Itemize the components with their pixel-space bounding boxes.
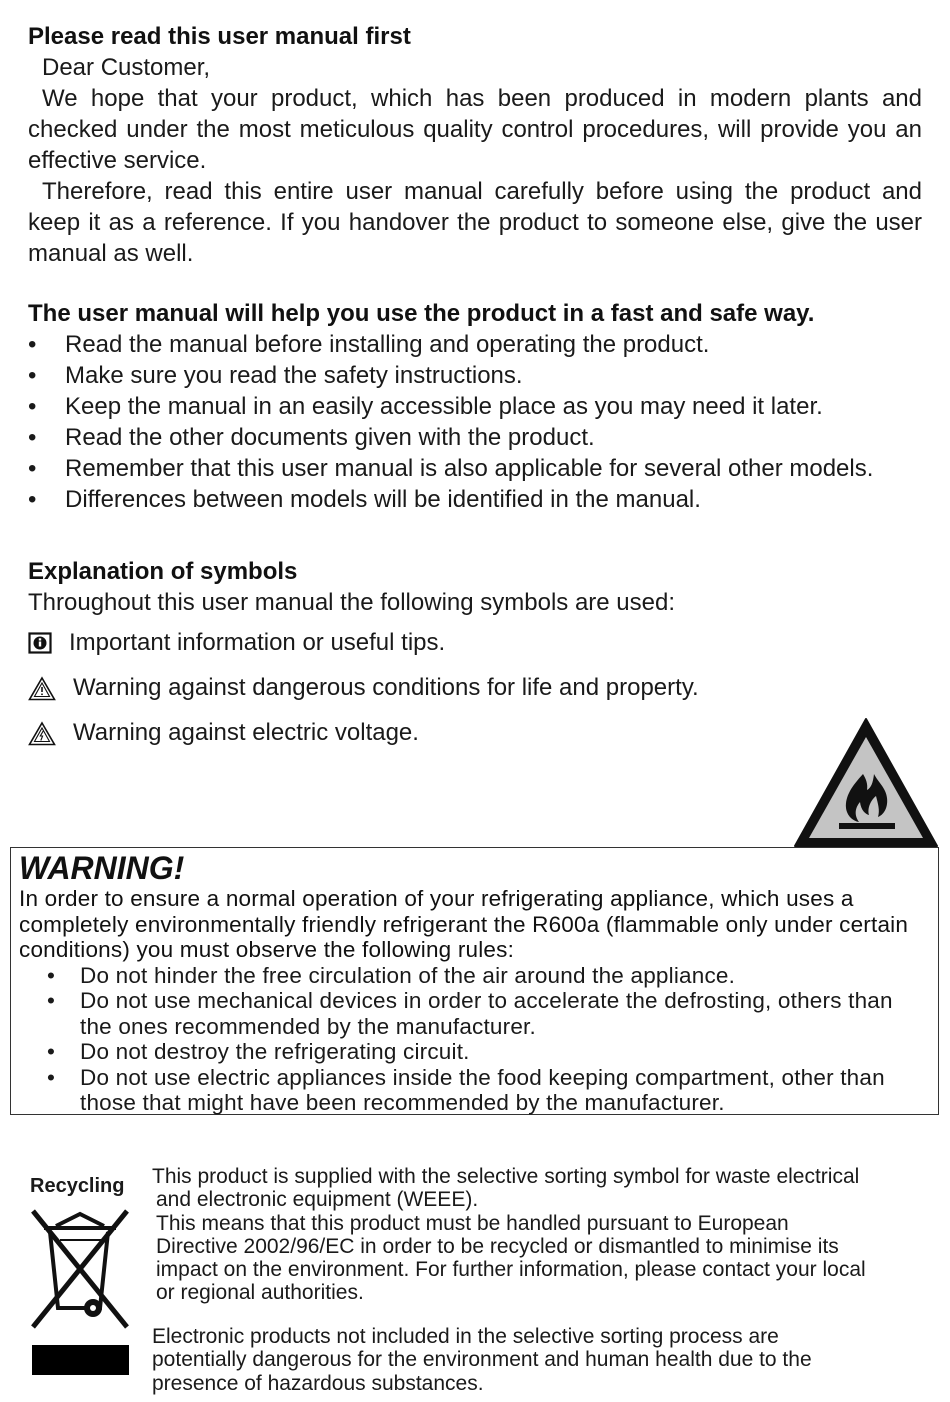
list-item: • Keep the manual in an easily accessible place as you may need it later.: [28, 391, 922, 422]
recycling-line: potentially dangerous for the environment and human health due to the: [152, 1348, 812, 1372]
list-item: • Do not use electric appliances inside the food keeping compartment, other than those that might have been recommended by the manufacturer.: [19, 1065, 930, 1116]
list-item: • Do not destroy the refrigerating circuit.: [19, 1039, 930, 1065]
flammable-warning-icon: [792, 716, 940, 850]
symbol-text: Warning against electric voltage.: [73, 719, 419, 746]
intro-paragraph-2: Therefore, read this entire user manual carefully before using the product and keep it as a reference. If you handover the product to someone else, give the user manual as well.: [28, 178, 922, 267]
list-item: • Do not hinder the free circulation of the air around the appliance.: [19, 963, 930, 989]
symbol-row-warning: [28, 673, 699, 703]
list-item: • Remember that this user manual is also applicable for several other models.: [28, 453, 922, 484]
intro-heading: Please read this user manual first: [28, 23, 411, 50]
recycling-line: impact on the environment. For further information, please contact your local: [156, 1258, 866, 1282]
intro-paragraph-1: We hope that your product, which has been produced in modern plants and checked under the most meticulous quality control procedures, will provide you an effective service.: [28, 85, 922, 174]
symbol-row-electric: [28, 718, 419, 748]
recycling-line: Electronic products not included in the selective sorting process are: [152, 1325, 779, 1348]
recycling-line: This means that this product must be handled pursuant to European: [156, 1211, 789, 1235]
symbol-row-info: [28, 628, 445, 658]
list-item: • Read the manual before installing and operating the product.: [28, 329, 922, 360]
warning-title: WARNING!: [19, 850, 185, 886]
recycling-line: This product is supplied with the selective sorting symbol for waste electrical: [152, 1165, 860, 1188]
symbols-heading: Explanation of symbols: [28, 558, 298, 585]
help-heading: The user manual will help you use the product in a fast and safe way.: [28, 300, 815, 327]
symbols-section: [28, 556, 922, 618]
warning-triangle-icon: [28, 676, 56, 701]
greeting: Dear Customer,: [42, 54, 211, 81]
info-icon: [28, 632, 52, 654]
electric-voltage-icon: [28, 721, 56, 746]
recycling-line: and electronic equipment (WEEE).: [156, 1188, 479, 1212]
warning-body: In order to ensure a normal operation of your refrigerating appliance, which uses a completely environmentally friendly refrigerant the R600a (flammable only under certain conditions) you must observe the following rules:: [19, 886, 909, 962]
list-item: • Do not use mechanical devices in order to accelerate the defrosting, others than the ones recommended by the manufacturer.: [19, 988, 930, 1039]
recycling-line: presence of hazardous substances.: [152, 1371, 484, 1395]
intro-section: [28, 21, 922, 269]
warning-rules-list: [19, 963, 930, 1116]
list-item: • Read the other documents given with the product.: [28, 422, 922, 453]
crossed-bin-icon: [30, 1208, 130, 1330]
weee-black-bar: [32, 1345, 129, 1375]
symbol-text: Important information or useful tips.: [69, 629, 446, 656]
help-bullet-list: [28, 329, 922, 515]
recycling-line: Directive 2002/96/EC in order to be recycled or dismantled to minimise its: [156, 1234, 839, 1258]
list-item: • Differences between models will be identified in the manual.: [28, 484, 922, 515]
list-item: • Make sure you read the safety instructions.: [28, 360, 922, 391]
symbols-intro: Throughout this user manual the following symbols are used:: [28, 589, 676, 616]
recycling-label: Recycling: [30, 1175, 125, 1197]
warning-box: [10, 847, 939, 1115]
recycling-text-block: [152, 1165, 932, 1305]
recycling-line: or regional authorities.: [156, 1281, 364, 1305]
recycling-note-block: [152, 1325, 932, 1395]
symbol-text: Warning against dangerous conditions for life and property.: [73, 674, 699, 701]
help-section: [28, 298, 922, 515]
